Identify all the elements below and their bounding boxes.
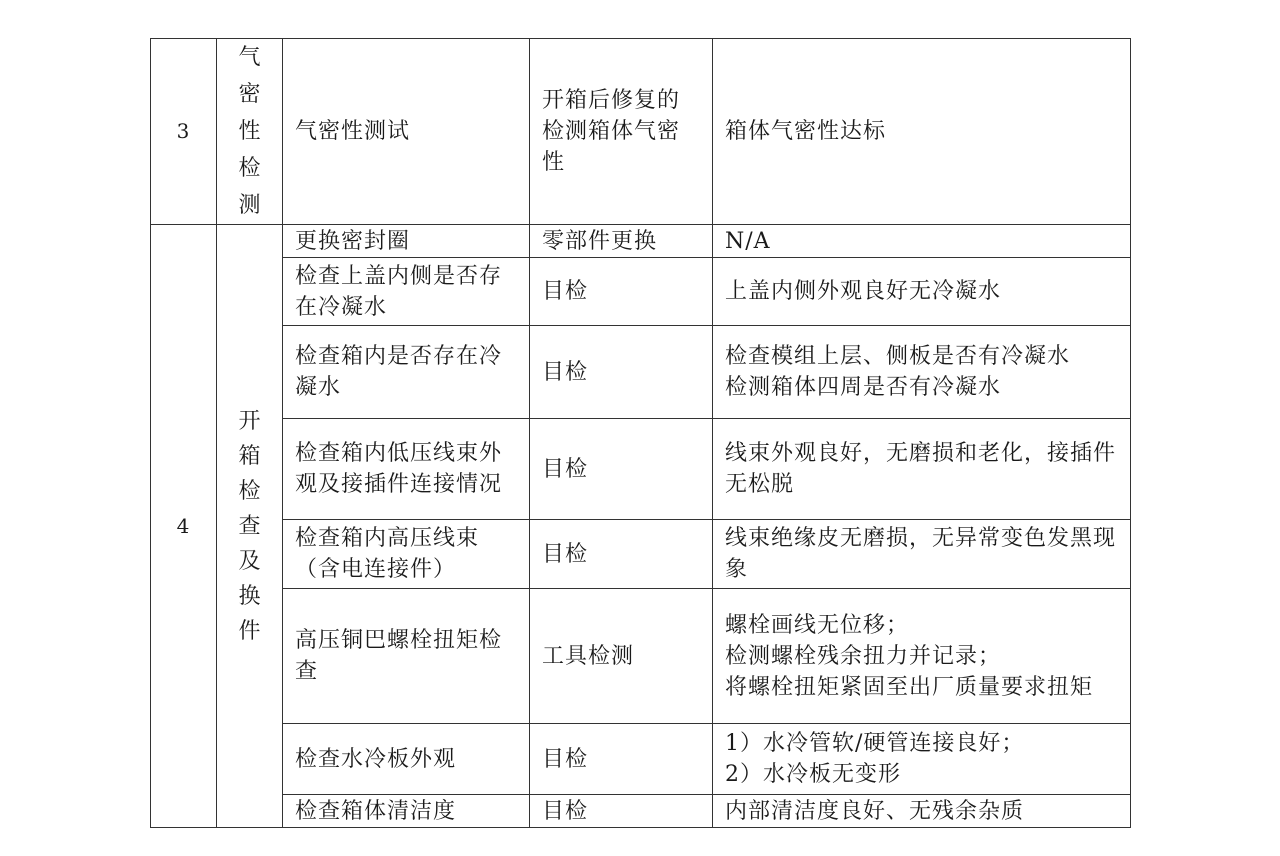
table-row (151, 419, 1131, 520)
item-cell: 检查箱内低压线束外观及接插件连接情况 (283, 419, 530, 520)
category-label: 气密性检测 (238, 45, 261, 218)
table-row (151, 724, 1131, 795)
standard-cell (713, 326, 1131, 419)
item-cell: 检查水冷板外观 (283, 724, 530, 795)
standard-text: 螺栓画线无位移； 检测螺栓残余扭力并记录； 将螺栓扭矩紧固至出厂质量要求扭矩 (725, 612, 1094, 700)
item-cell: 更换密封圈 (283, 225, 530, 258)
item-cell: 检查箱体清洁度 (283, 795, 530, 828)
method-cell: 零部件更换 (530, 225, 713, 258)
standard-cell: 线束绝缘皮无磨损，无异常变色发黑现象 (713, 520, 1131, 589)
table-row (151, 795, 1131, 828)
category-label: 开箱检查及换件 (238, 408, 261, 644)
standard-text: 检查模组上层、侧板是否有冷凝水 检测箱体四周是否有冷凝水 (725, 344, 1071, 400)
standard-cell: 线束外观良好，无磨损和老化，接插件无松脱 (713, 419, 1131, 520)
method-cell: 开箱后修复的检测箱体气密性 (530, 39, 713, 225)
table-row (151, 589, 1131, 724)
standard-text: 1）水冷管软/硬管连接良好； 2）水冷板无变形 (725, 731, 1025, 787)
method-cell: 目检 (530, 724, 713, 795)
table-row (151, 39, 1131, 225)
standard-cell: 箱体气密性达标 (713, 39, 1131, 225)
row-number: 3 (151, 39, 217, 225)
inspection-table (150, 38, 1131, 828)
standard-cell (713, 589, 1131, 724)
method-cell: 工具检测 (530, 589, 713, 724)
standard-cell: 上盖内侧外观良好无冷凝水 (713, 258, 1131, 326)
item-cell: 检查上盖内侧是否存在冷凝水 (283, 258, 530, 326)
category-cell (217, 39, 283, 225)
method-cell: 目检 (530, 795, 713, 828)
item-cell: 高压铜巴螺栓扭矩检查 (283, 589, 530, 724)
method-cell: 目检 (530, 520, 713, 589)
item-cell: 气密性测试 (283, 39, 530, 225)
standard-cell: 内部清洁度良好、无残余杂质 (713, 795, 1131, 828)
category-cell (217, 225, 283, 828)
table-row (151, 258, 1131, 326)
table-row (151, 326, 1131, 419)
item-cell: 检查箱内是否存在冷凝水 (283, 326, 530, 419)
standard-cell: N/A (713, 225, 1131, 258)
table-row (151, 520, 1131, 589)
row-number: 4 (151, 225, 217, 828)
method-cell: 目检 (530, 326, 713, 419)
table-row (151, 225, 1131, 258)
item-cell: 检查箱内高压线束（含电连接件） (283, 520, 530, 589)
method-cell: 目检 (530, 419, 713, 520)
standard-cell (713, 724, 1131, 795)
method-cell: 目检 (530, 258, 713, 326)
